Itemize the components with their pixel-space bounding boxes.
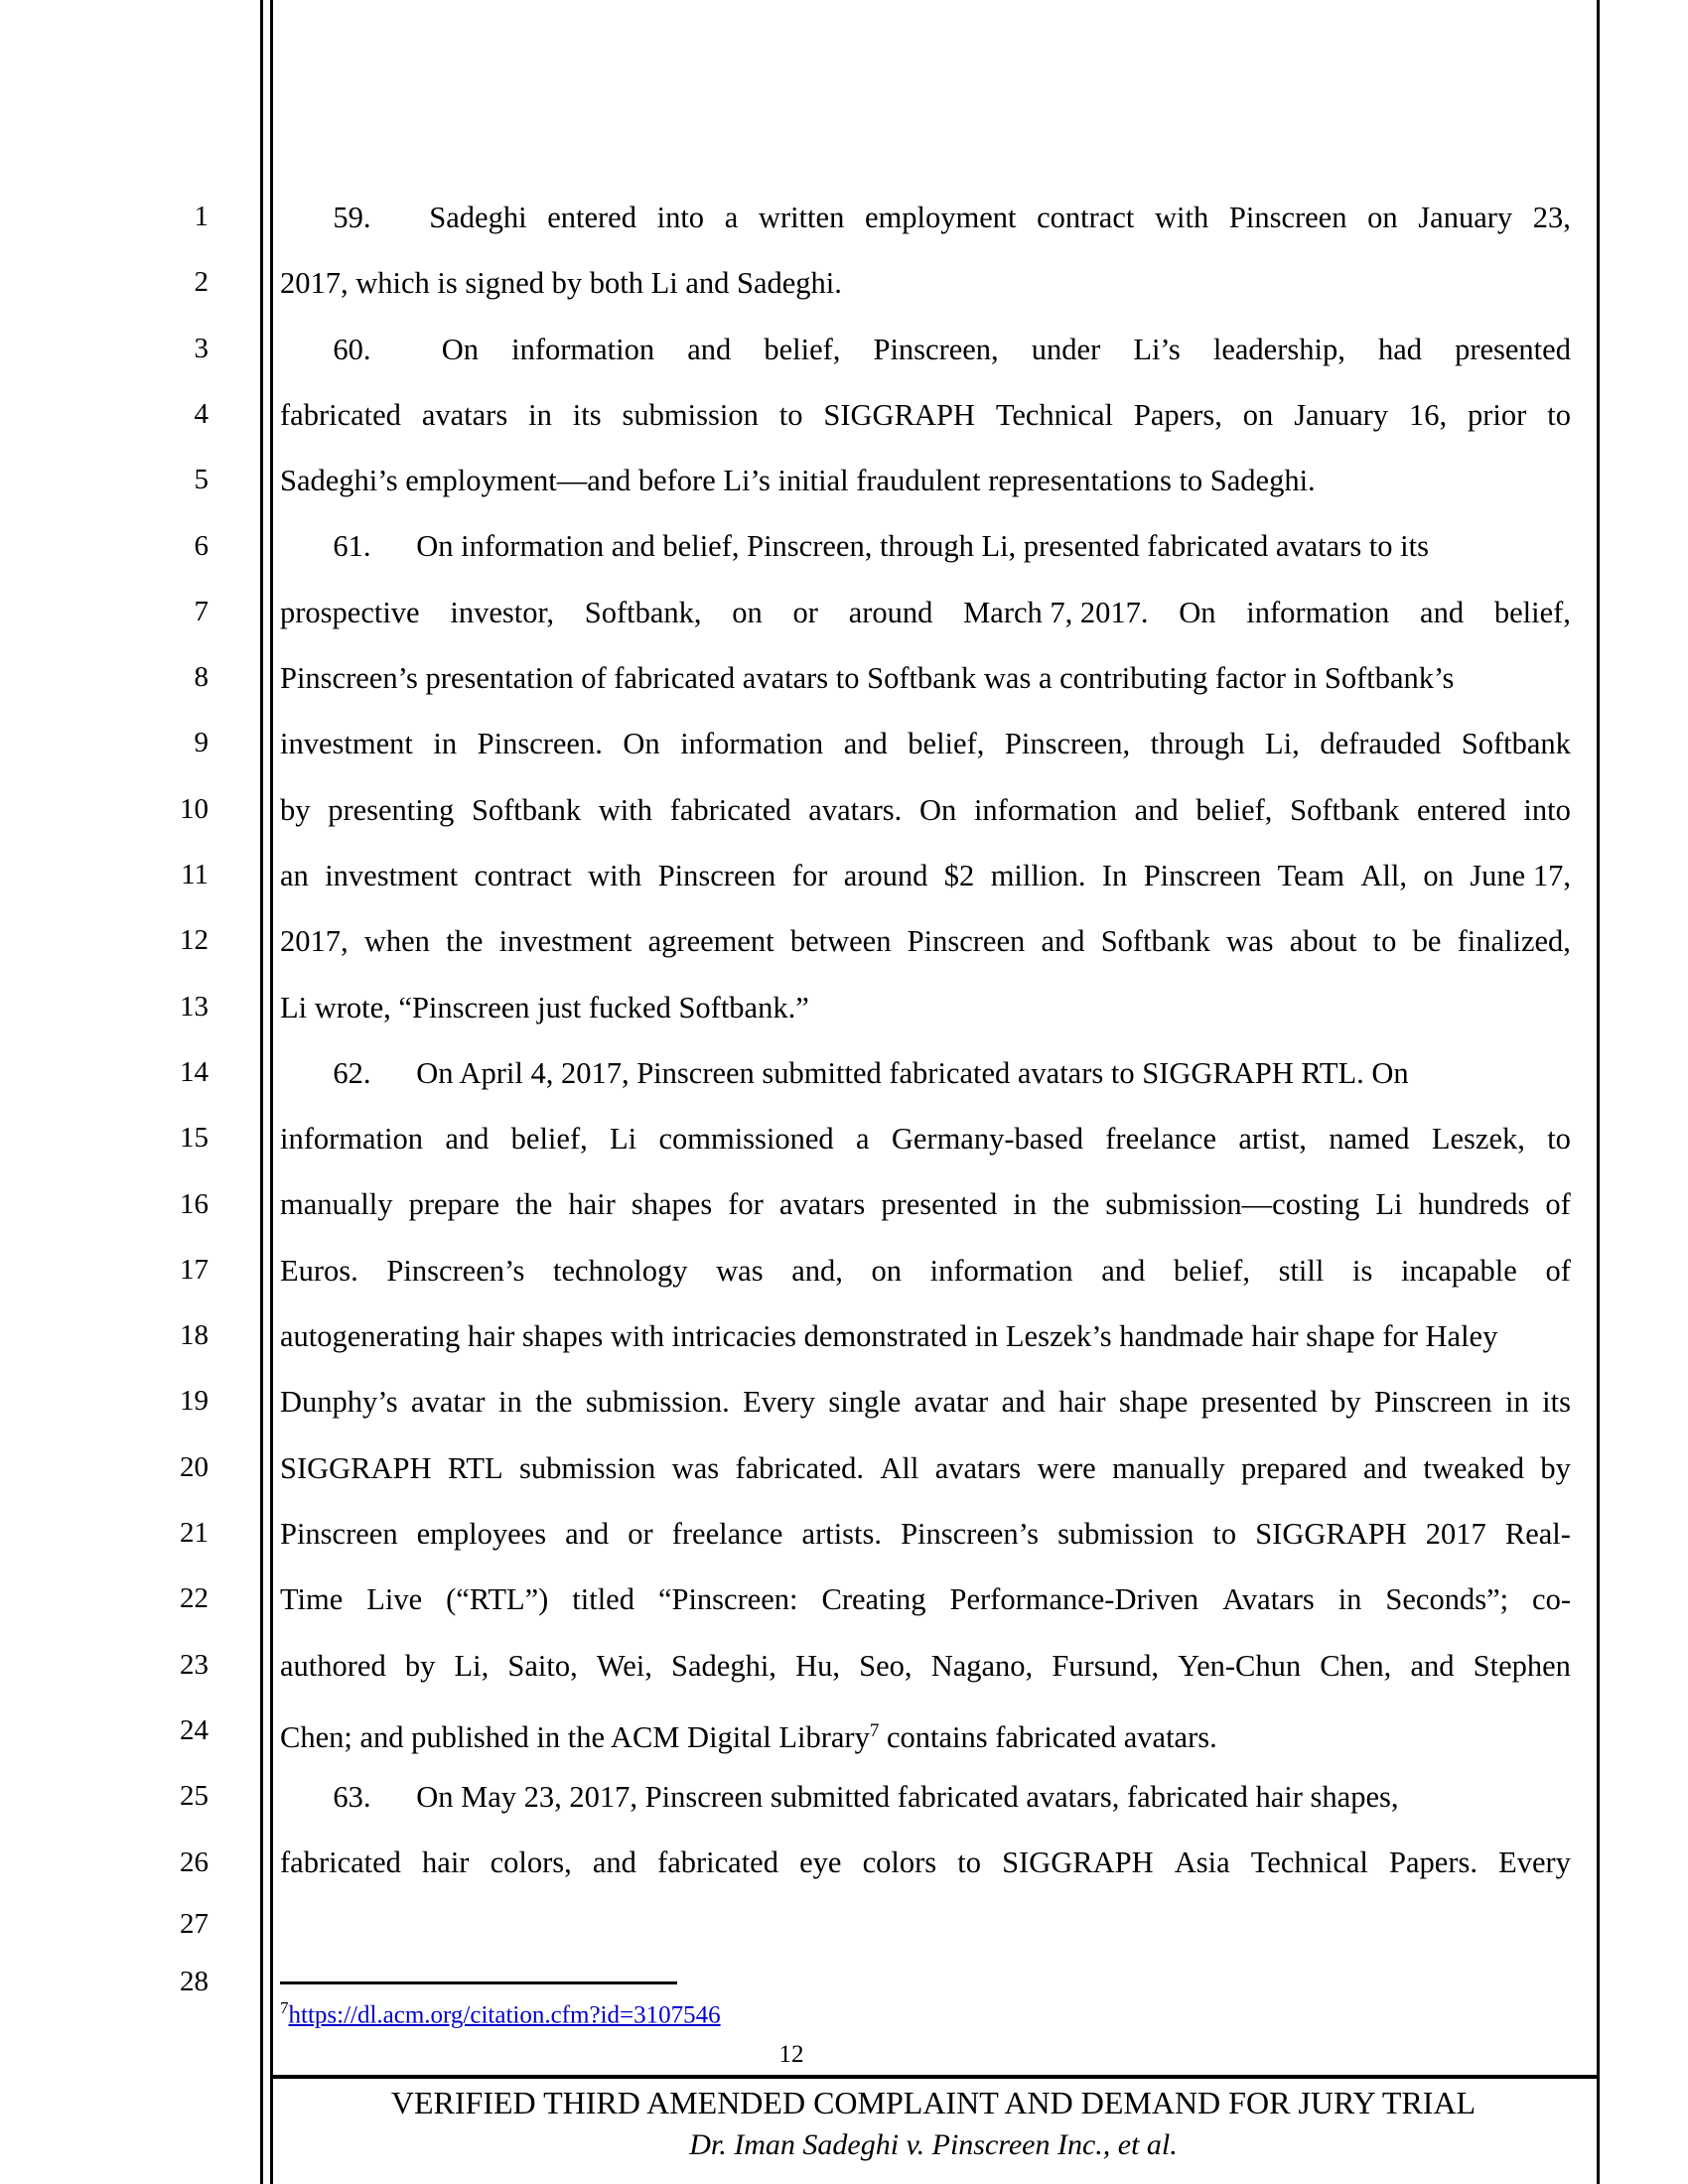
word: 2017, <box>280 924 349 959</box>
line-number: 8 <box>194 661 209 694</box>
word: Sadeghi <box>429 201 527 234</box>
word: On <box>623 727 660 761</box>
word: March 7, 2017. <box>963 595 1149 629</box>
word: on <box>1242 397 1274 432</box>
word: submission. <box>585 1385 730 1420</box>
word: presented <box>1200 1385 1318 1420</box>
word: colors <box>862 1845 937 1880</box>
word: and <box>843 727 888 761</box>
footnote-marker: 7 <box>280 1998 289 2017</box>
word: was <box>671 1450 720 1485</box>
word: its <box>1542 1385 1571 1420</box>
word: colors, <box>490 1845 572 1880</box>
word: Papers, <box>1133 397 1222 432</box>
word: entered <box>547 201 636 234</box>
footer-separator <box>270 2075 1597 2079</box>
word: Technical <box>1250 1845 1368 1880</box>
line-number: 22 <box>180 1582 209 1615</box>
word: authored <box>280 1648 386 1683</box>
word: shapes <box>631 1187 713 1222</box>
word: Softbank <box>1461 727 1571 761</box>
word: an <box>280 858 309 892</box>
word: investment <box>325 858 459 892</box>
word: employees <box>416 1516 547 1551</box>
word: On <box>1179 595 1216 629</box>
word: or <box>792 595 818 629</box>
body-line <box>280 382 1571 448</box>
footnote-url-link[interactable]: https://dl.acm.org/citation.cfm?id=3107546 <box>288 2001 721 2029</box>
word: fabricated <box>657 1845 778 1880</box>
line-number: 21 <box>180 1517 209 1549</box>
footnote-reference: 7 <box>869 1719 880 1741</box>
margin-rule-inner <box>270 0 273 2184</box>
word: January <box>1294 397 1389 432</box>
word: named <box>1329 1122 1410 1157</box>
word: were <box>1037 1450 1096 1485</box>
word: technology <box>552 1253 688 1288</box>
word: prospective <box>280 595 420 629</box>
word: to <box>1547 1122 1571 1157</box>
line-number: 5 <box>194 464 209 496</box>
line-number: 18 <box>180 1319 209 1352</box>
word: defrauded <box>1320 727 1442 761</box>
page-number: 12 <box>778 2041 804 2068</box>
word: of <box>1545 1187 1571 1222</box>
word: or <box>628 1516 653 1551</box>
word: $2 <box>943 858 975 892</box>
word: a <box>856 1122 870 1157</box>
word: presented <box>1455 332 1571 366</box>
word: tweaked <box>1423 1450 1525 1485</box>
word: employment <box>864 201 1017 234</box>
word: information <box>511 332 655 366</box>
word: prepare <box>408 1187 499 1222</box>
word: SIGGRAPH <box>280 1450 432 1485</box>
word: Euros. <box>280 1253 358 1288</box>
word: in <box>433 727 458 761</box>
word: freelance <box>671 1516 783 1551</box>
word: information <box>680 727 824 761</box>
word: On <box>441 332 479 366</box>
word: through <box>1150 727 1245 761</box>
word: hair <box>422 1845 470 1880</box>
word: Softbank <box>1290 792 1400 827</box>
word: 16, <box>1408 397 1448 432</box>
word: had <box>1377 332 1422 366</box>
word: the <box>515 1187 553 1222</box>
word: commissioned <box>658 1122 834 1157</box>
word: RTL <box>447 1450 503 1485</box>
body-line: Sadeghi’s employment—and before Li’s initial fraudulent representations to Sadeghi. <box>280 464 1316 498</box>
body-line: Pinscreen’s presentation of fabricated avatars to Softbank was a contributing factor in Softbank’s <box>280 661 1455 696</box>
word: Pinscreen <box>907 924 1026 959</box>
footnote <box>280 1993 1571 2030</box>
word: avatar <box>411 1385 486 1420</box>
word: Germany-based <box>891 1122 1083 1157</box>
word: to <box>1212 1516 1237 1551</box>
word: information <box>973 792 1117 827</box>
body-line <box>280 1369 1571 1434</box>
word: Fursund, <box>1052 1648 1159 1683</box>
word: and <box>687 332 732 366</box>
line-number: 2 <box>194 266 209 299</box>
body-line: Chen; and published in the ACM Digital Library$^7$ contains fabricated avatars. <box>280 1719 1217 1754</box>
word: Pinscreen’s <box>901 1516 1039 1551</box>
word: was <box>1226 924 1274 959</box>
word: avatars <box>934 1450 1022 1485</box>
word: single <box>828 1385 902 1420</box>
word: information <box>280 1122 423 1157</box>
word: eye <box>799 1845 842 1880</box>
word: SIGGRAPH <box>823 397 975 432</box>
word: a <box>724 201 739 234</box>
body-line <box>280 777 1571 843</box>
word: Creating <box>821 1582 926 1617</box>
word: Chen, <box>1320 1648 1392 1683</box>
word: Pinscreen <box>1228 201 1347 234</box>
word: June 17, <box>1470 858 1571 892</box>
word: and <box>1420 595 1465 629</box>
line-number: 16 <box>180 1187 209 1220</box>
word: (“RTL”) <box>446 1582 549 1617</box>
body-line: Li wrote, “Pinscreen just fucked Softbank.” <box>280 990 809 1024</box>
word: Pinscreen <box>657 858 776 892</box>
word: is <box>1351 1253 1373 1288</box>
word: belief, <box>510 1122 588 1157</box>
word: shape <box>1118 1385 1189 1420</box>
word: million. <box>990 858 1086 892</box>
word: to <box>1372 924 1397 959</box>
paragraph-number: 59. <box>280 201 409 234</box>
word: submission <box>1057 1516 1195 1551</box>
word: and <box>1134 792 1179 827</box>
word: Performance-Driven <box>949 1582 1199 1617</box>
word: the <box>535 1385 573 1420</box>
line-number: 7 <box>194 595 209 627</box>
body-line: autogenerating hair shapes with intricacies demonstrated in Leszek’s handmade hair shape for Haley <box>280 1319 1498 1354</box>
word: “Pinscreen: <box>657 1582 798 1617</box>
body-text-column <box>280 185 1571 1896</box>
line-number: 3 <box>194 332 209 364</box>
word: Pinscreen, <box>873 332 999 366</box>
word: submission <box>622 397 759 432</box>
word: SIGGRAPH <box>1255 1516 1407 1551</box>
word: finalized, <box>1457 924 1571 959</box>
word: Stephen <box>1473 1648 1571 1683</box>
word: avatars <box>778 1187 866 1222</box>
body-line <box>280 1171 1571 1237</box>
word: by <box>280 792 311 827</box>
word: Softbank <box>1100 924 1210 959</box>
word: Sadeghi, <box>671 1648 776 1683</box>
word: Seo, <box>859 1648 913 1683</box>
word: 2017 <box>1425 1516 1486 1551</box>
word: submission—costing <box>1105 1187 1360 1222</box>
word: incapable <box>1400 1253 1517 1288</box>
word: and, <box>791 1253 843 1288</box>
word: freelance <box>1105 1122 1216 1157</box>
word: on <box>1423 858 1454 892</box>
word: on <box>732 595 763 629</box>
word: Real- <box>1504 1516 1571 1551</box>
word: Softbank <box>471 792 582 827</box>
line-number: 11 <box>181 859 209 890</box>
line-number: 1 <box>194 201 209 232</box>
line-number: 17 <box>180 1253 209 1286</box>
word: Live <box>366 1582 423 1617</box>
word: In <box>1101 858 1128 892</box>
word: and <box>1410 1648 1455 1683</box>
word: in <box>1505 1385 1529 1420</box>
word: around <box>843 858 928 892</box>
body-line <box>280 1501 1571 1567</box>
word: belief, <box>1173 1253 1250 1288</box>
line-number: 23 <box>180 1648 209 1681</box>
word: in <box>1013 1187 1038 1222</box>
word: Papers. <box>1389 1845 1477 1880</box>
word: titled <box>572 1582 634 1617</box>
word: by <box>404 1648 436 1683</box>
margin-rule-outer <box>260 0 263 2184</box>
word: for <box>791 858 828 892</box>
word: artist, <box>1238 1122 1307 1157</box>
word: by <box>1331 1385 1361 1420</box>
footer-case-caption: Dr. Iman Sadeghi v. Pinscreen Inc., et al. <box>689 2128 1178 2161</box>
body-line <box>280 1238 1571 1303</box>
word: co- <box>1532 1582 1571 1617</box>
word: written <box>758 201 845 234</box>
word: Li <box>610 1122 637 1157</box>
word: on <box>1367 201 1398 234</box>
line-number: 4 <box>194 397 209 430</box>
word: hundreds <box>1418 1187 1530 1222</box>
word: Softbank, <box>584 595 702 629</box>
word: was <box>716 1253 764 1288</box>
word: Team <box>1277 858 1344 892</box>
word: Yen-Chun <box>1178 1648 1302 1683</box>
word: information <box>1246 595 1390 629</box>
word: leadership, <box>1212 332 1345 366</box>
word: and <box>1101 1253 1146 1288</box>
word: Li <box>1375 1187 1403 1222</box>
word: fabricated <box>280 1845 401 1880</box>
word: into <box>1523 792 1571 827</box>
word: and <box>1041 924 1085 959</box>
word: Pinscreen’s <box>386 1253 525 1288</box>
word: the <box>1053 1187 1090 1222</box>
line-number: 25 <box>180 1780 209 1813</box>
line-number: 12 <box>180 924 209 957</box>
body-line <box>280 1435 1571 1501</box>
word: Pinscreen <box>1374 1385 1492 1420</box>
footnote-separator <box>280 1981 677 1984</box>
word: still <box>1278 1253 1325 1288</box>
word: and <box>445 1122 490 1157</box>
word: entered <box>1416 792 1506 827</box>
word: investor, <box>450 595 555 629</box>
word: information <box>929 1253 1073 1288</box>
line-number: 14 <box>180 1055 209 1088</box>
word: Li’s <box>1133 332 1181 366</box>
word: contract <box>474 858 572 892</box>
word: Hu, <box>795 1648 840 1683</box>
body-line: 2017, which is signed by both Li and Sadeghi. <box>280 266 842 301</box>
word: Pinscreen. <box>477 727 603 761</box>
word: hair <box>1058 1385 1106 1420</box>
word: Pinscreen, <box>1004 727 1131 761</box>
word: presenting <box>328 792 455 827</box>
word: Leszek, <box>1431 1122 1525 1157</box>
body-line <box>280 1633 1571 1699</box>
line-number: 26 <box>180 1845 209 1878</box>
word: belief, <box>1196 792 1273 827</box>
word: on <box>871 1253 902 1288</box>
word: between <box>789 924 892 959</box>
word: with <box>1155 201 1209 234</box>
word: in <box>528 397 552 432</box>
line-number: 24 <box>180 1713 209 1746</box>
word: and <box>592 1845 636 1880</box>
word: the <box>446 924 484 959</box>
line-number: 10 <box>180 792 209 825</box>
word: to <box>1547 397 1571 432</box>
body-line <box>280 185 1571 250</box>
word: avatar <box>914 1385 989 1420</box>
word: Dunphy’s <box>280 1385 398 1420</box>
body-line <box>280 843 1571 908</box>
word: and <box>1001 1385 1046 1420</box>
body-line: 63. On May 23, 2017, Pinscreen submitted fabricated avatars, fabricated hair shapes, <box>280 1780 1399 1815</box>
word: hair <box>568 1187 616 1222</box>
line-number: 9 <box>194 727 209 759</box>
word: be <box>1412 924 1442 959</box>
body-line <box>280 1567 1571 1632</box>
word: avatars. <box>808 792 903 827</box>
word: investment <box>498 924 633 959</box>
word: its <box>572 397 602 432</box>
word: about <box>1289 924 1357 959</box>
word: to <box>778 397 803 432</box>
word: Technical <box>995 397 1113 432</box>
word: for <box>728 1187 764 1222</box>
word: to <box>957 1845 981 1880</box>
word: belief, <box>764 332 841 366</box>
word: On <box>918 792 957 827</box>
word: January <box>1418 201 1513 234</box>
word: All <box>880 1450 919 1485</box>
word: SIGGRAPH <box>1002 1845 1154 1880</box>
word: prepared <box>1240 1450 1347 1485</box>
word: with <box>588 858 642 892</box>
word: of <box>1545 1253 1571 1288</box>
word: belief, <box>1493 595 1571 629</box>
word: Every <box>743 1385 815 1420</box>
word: contract <box>1037 201 1135 234</box>
line-number: 20 <box>180 1450 209 1483</box>
word: Avatars <box>1222 1582 1315 1617</box>
word: agreement <box>647 924 774 959</box>
word: Pinscreen <box>280 1516 398 1551</box>
word: fabricated <box>669 792 791 827</box>
word: prior <box>1468 397 1527 432</box>
word: All, <box>1360 858 1407 892</box>
body-line <box>280 1830 1571 1895</box>
line-number-column <box>0 0 250 2184</box>
body-line <box>280 580 1571 645</box>
word: avatars <box>421 397 508 432</box>
word: Li, <box>454 1648 490 1683</box>
word: presented <box>881 1187 998 1222</box>
word: around <box>848 595 933 629</box>
word: belief, <box>908 727 985 761</box>
footer-title: VERIFIED THIRD AMENDED COMPLAINT AND DEMAND FOR JURY TRIAL <box>390 2085 1477 2120</box>
body-line: 61. On information and belief, Pinscreen, through Li, presented fabricated avatars to its <box>280 529 1429 564</box>
word: and <box>565 1516 610 1551</box>
word: Wei, <box>596 1648 652 1683</box>
word: into <box>656 201 705 234</box>
word: Pinscreen <box>1143 858 1262 892</box>
word: and <box>1362 1450 1408 1485</box>
word: under <box>1031 332 1101 366</box>
right-margin-rule <box>1597 0 1600 2184</box>
line-number: 28 <box>180 1965 209 1997</box>
word: in <box>497 1385 522 1420</box>
line-number: 19 <box>180 1385 209 1418</box>
word: investment <box>280 727 413 761</box>
word: 23, <box>1532 201 1571 234</box>
line-number: 6 <box>194 529 209 562</box>
word: fabricated. <box>735 1450 865 1485</box>
body-line <box>280 1106 1571 1171</box>
word: when <box>363 924 430 959</box>
body-line <box>280 908 1571 974</box>
word: in <box>1337 1582 1362 1617</box>
body-line <box>280 317 1571 382</box>
word: with <box>598 792 652 827</box>
word: artists. <box>801 1516 883 1551</box>
word: by <box>1540 1450 1571 1485</box>
word: Saito, <box>507 1648 578 1683</box>
word: Every <box>1498 1845 1571 1880</box>
paragraph-number: 60. <box>280 332 409 366</box>
body-line: 62. On April 4, 2017, Pinscreen submitted fabricated avatars to SIGGRAPH RTL. On <box>280 1055 1409 1090</box>
word: fabricated <box>280 397 401 432</box>
word: submission <box>519 1450 656 1485</box>
line-number: 27 <box>180 1907 209 1940</box>
line-number: 13 <box>180 990 209 1023</box>
word: manually <box>1112 1450 1225 1485</box>
word: Li, <box>1265 727 1300 761</box>
word: Time <box>280 1582 344 1617</box>
line-number: 15 <box>180 1122 209 1155</box>
body-line <box>280 711 1571 776</box>
word: Asia <box>1174 1845 1230 1880</box>
word: Seconds”; <box>1385 1582 1509 1617</box>
word: manually <box>280 1187 393 1222</box>
word: Nagano, <box>930 1648 1034 1683</box>
